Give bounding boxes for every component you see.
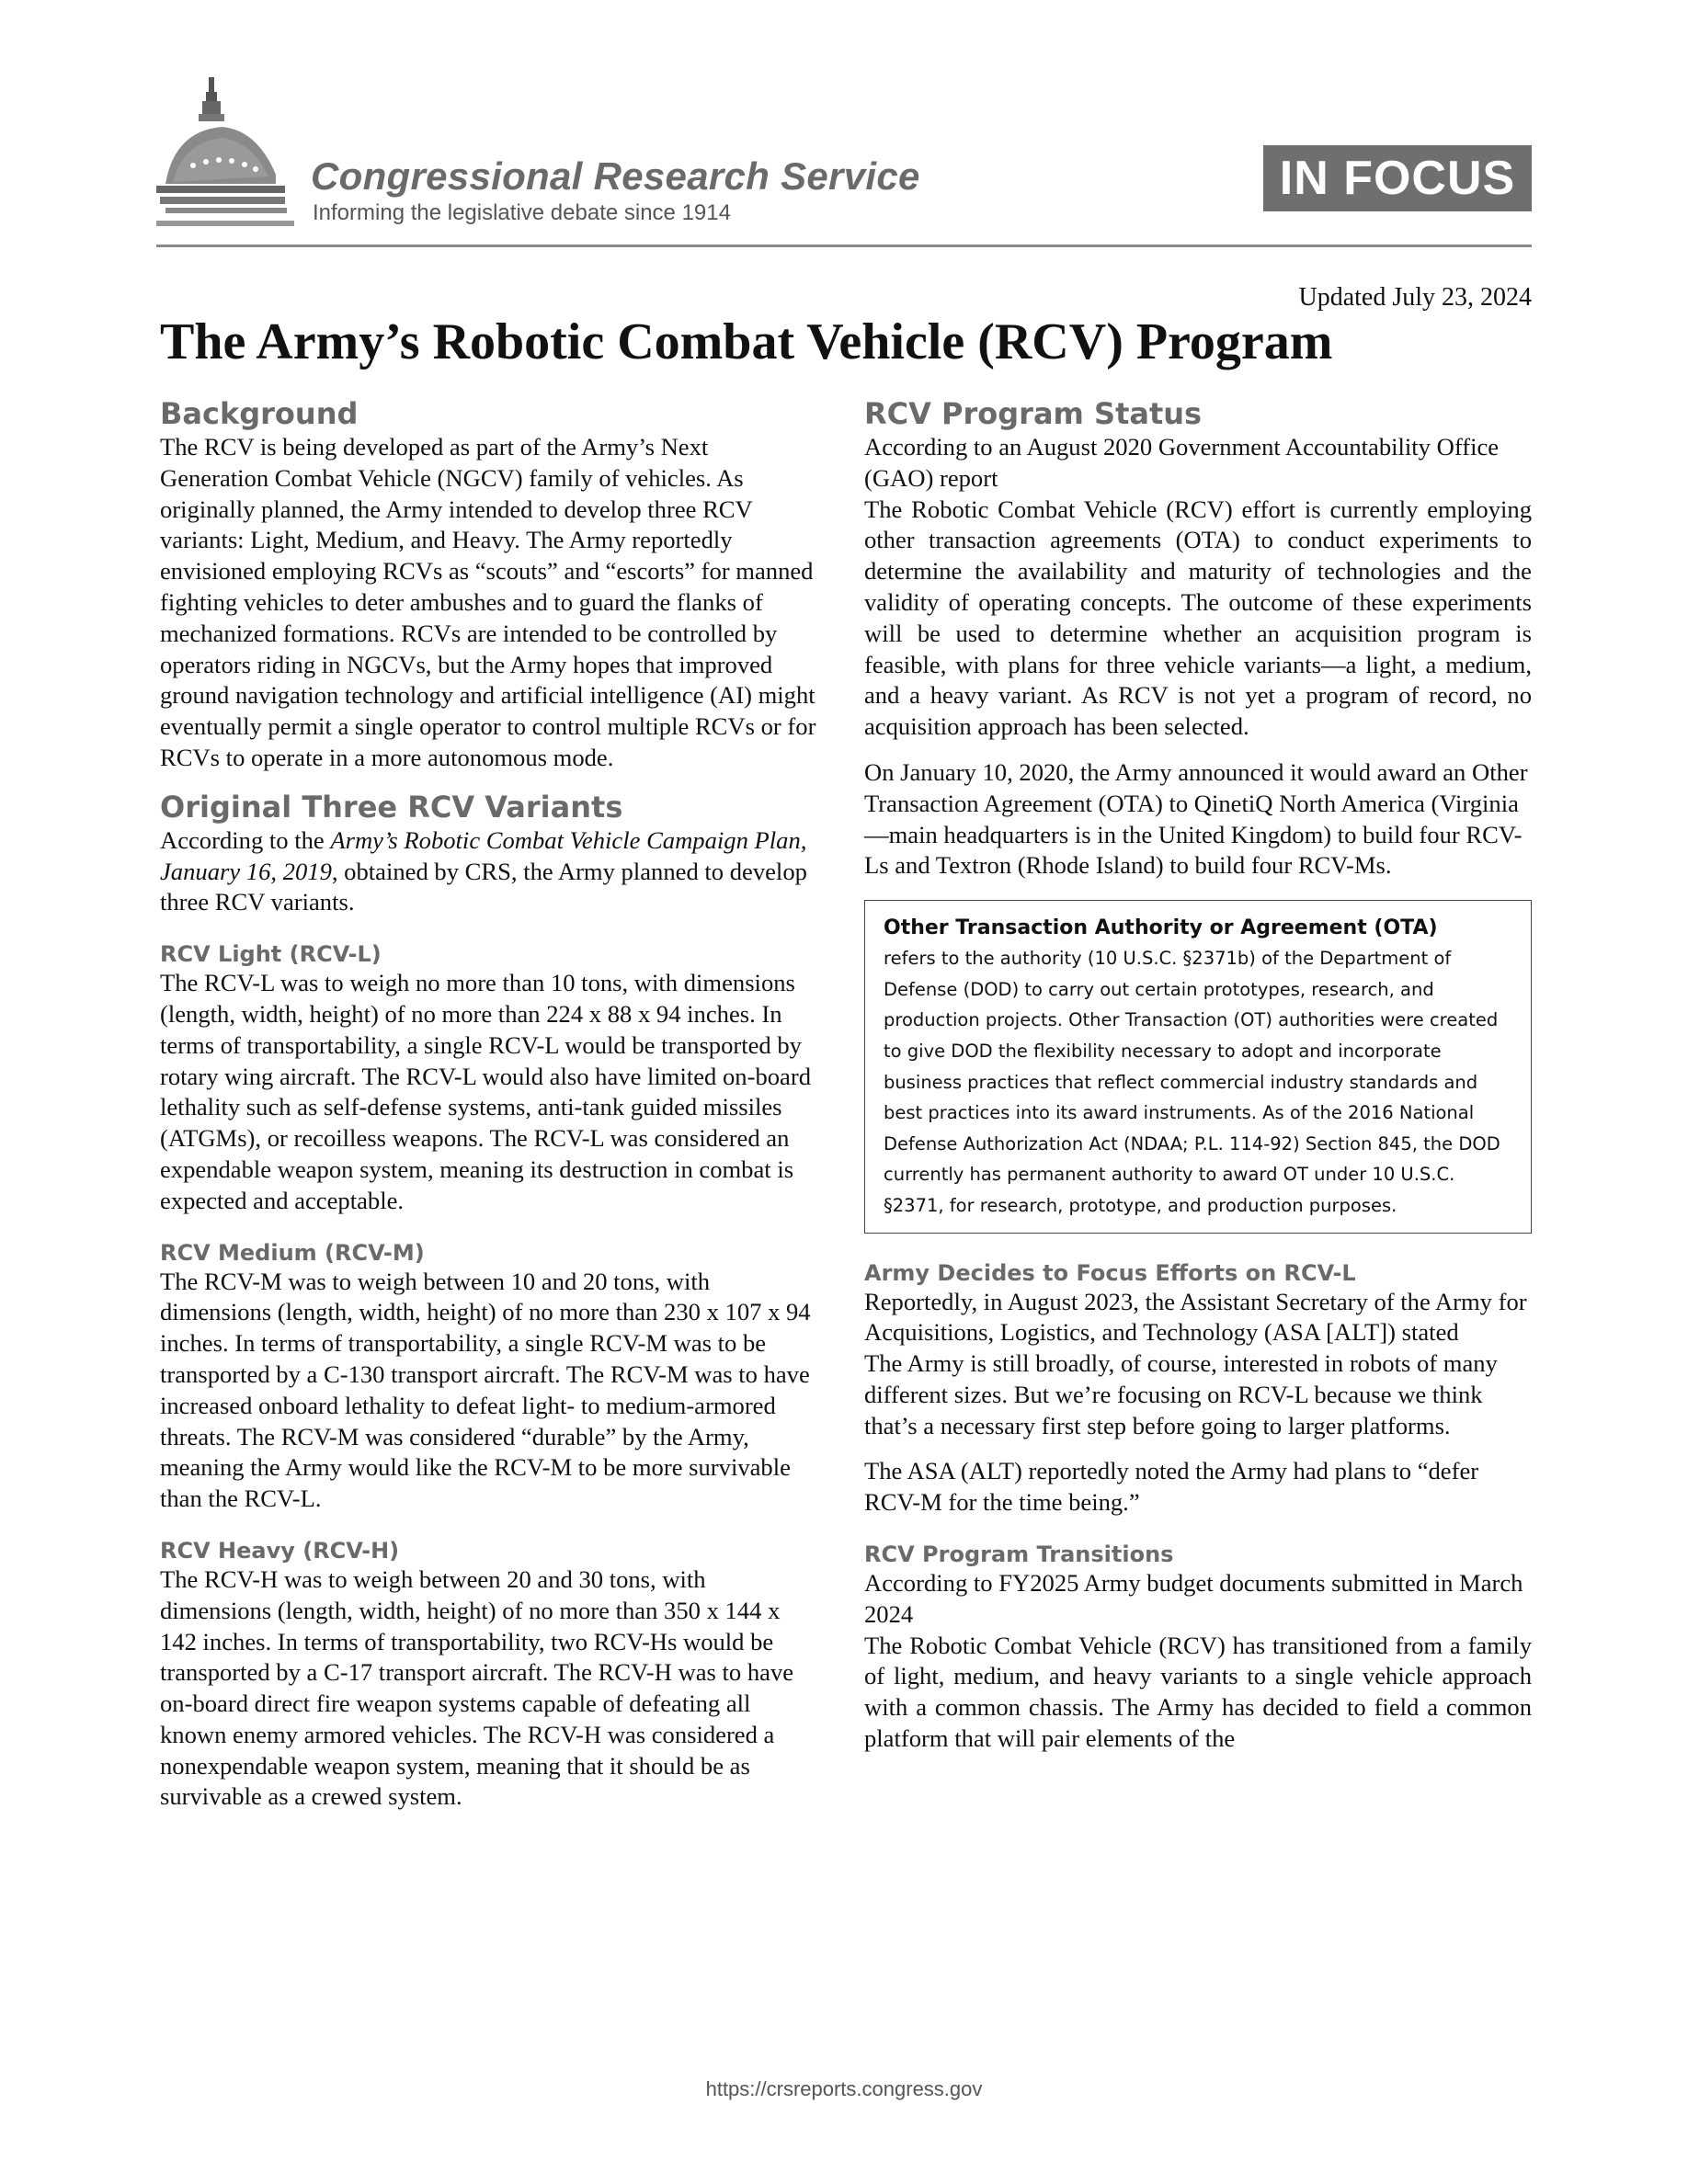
transitions-intro: According to FY2025 Army budget documents submitted in March 2024 — [864, 1569, 1523, 1628]
left-column — [160, 395, 818, 1813]
section-heading-status: RCV Program Status — [864, 396, 1203, 431]
org-name: Congressional Research Service — [311, 154, 920, 198]
campaign-plan-citation: Army’s Robotic Combat Vehicle Campaign Plan, January 16, 2019 — [160, 825, 807, 885]
updated-date: Updated July 23, 2024 — [1298, 283, 1532, 312]
ota-box-title: Other Transaction Authority or Agreement (OTA) — [884, 916, 1438, 940]
document-title: The Army’s Robotic Combat Vehicle (RCV) Program — [160, 313, 1333, 370]
gao-quote: The Robotic Combat Vehicle (RCV) effort is currently employing other transaction agreements (OTA) to conduct experiments to determine the availability and maturity of technologies and the validity of operating concepts. The outcome of these experiments will be used to determine whether an acquisition program is feasible, with plans for three vehicle variants—a light, a medium, and a heavy variant. As RCV is not yet a program of record, no acquisition approach has been selected. — [864, 495, 1532, 741]
budget-quote: The Robotic Combat Vehicle (RCV) has transitioned from a family of light, medium, and heavy variants to a single vehicle approach with a common chassis. The Army has decided to field a common platform that will pair elements of the — [864, 1631, 1532, 1753]
subheading-rcv-heavy: RCV Heavy (RCV-H) — [160, 1537, 400, 1564]
masthead — [156, 64, 1532, 248]
org-tagline: Informing the legislative debate since 1914 — [313, 200, 731, 225]
variants-intro — [160, 825, 818, 918]
subheading-focus-rcv-l: Army Decides to Focus Efforts on RCV-L — [864, 1259, 1356, 1286]
background-paragraph: The RCV is being developed as part of the Army’s Next Generation Combat Vehicle (NGCV) family of vehicles. As originally planned, the Army intended to develop three RCV variants: Light, Medium, and Heavy. The Army reportedly envisioned employing RCVs as “scouts” and “escorts” for manned fighting vehicles to deter ambushes and to guard the flanks of mechanized formations. RCVs are intended to be controlled by operators riding in NGCVs, but the Army hopes that improved ground navigation technology and artificial intelligence (AI) might eventually permit a single operator to control multiple RCVs or for RCVs to operate in a more autonomous mode. — [160, 433, 816, 771]
asa-alt-quote: The Army is still broadly, of course, interested in robots of many different sizes. But we’re focusing on RCV-L because we think that’s a necessary first step before going to larger platforms. — [864, 1349, 1498, 1439]
in-focus-badge: IN FOCUS — [1263, 145, 1532, 211]
subheading-rcv-light: RCV Light (RCV-L) — [160, 941, 382, 968]
section-heading-variants: Original Three RCV Variants — [160, 789, 623, 825]
section-heading-background: Background — [160, 396, 359, 431]
crs-logo[interactable] — [156, 64, 920, 239]
capitol-dome-icon — [156, 74, 303, 239]
ota-award-paragraph: On January 10, 2020, the Army announced it would award an Other Transaction Agreement (OTA) to QinetiQ North America (Virginia—main headquarters is in the United Kingdom) to build four RCV-Ls and Textron (Rhode Island) to build four RCV-Ms. — [864, 757, 1528, 880]
ota-box-text: refers to the authority (10 U.S.C. §2371b) of the Department of Defense (DOD) to carry out certain prototypes, research, and production projects. Other Transaction (OT) authorities were created to give DOD the flexibility necessary to adopt and incorporate business practices that reflect commercial industry standards and best practices into its award instruments. As of the 2016 National Defense Authorization Act (NDAA; P.L. 114-92) Section 845, the DOD currently has permanent authority to award OT under 10 U.S.C. §2371, for research, prototype, and production purposes. — [884, 948, 1500, 1216]
rcv-medium-paragraph: The RCV-M was to weigh between 10 and 20 tons, with dimensions (length, width, height) of no more than 230 x 107 x 94 inches. In terms of transportability, a single RCV-M was to be transported by a C-130 transport aircraft. The RCV-M was to have increased onboard lethality to defeat light- to medium-armored threats. The RCV-M was considered “durable” by the Army, meaning the Army would like the RCV-M to be more survivable than the RCV-L. — [160, 1267, 811, 1513]
status-intro: According to an August 2020 Government Accountability Office (GAO) report — [864, 433, 1500, 492]
subheading-rcv-medium: RCV Medium (RCV-M) — [160, 1239, 425, 1266]
rcv-heavy-paragraph: The RCV-H was to weigh between 20 and 30 tons, with dimensions (length, width, height) of no more than 350 x 144 x 142 inches. In terms of transportability, two RCV-Hs would be transported by a C-17 transport aircraft. The RCV-H was to have on-board direct fire weapon systems capable of defeating all known enemy armored vehicles. The RCV-H was considered a nonexpendable weapon system, meaning that it should be as survivable as a crewed system. — [160, 1564, 794, 1811]
focus-intro: Reportedly, in August 2023, the Assistant Secretary of the Army for Acquisitions, Logistics, and Technology (ASA [ALT]) stated — [864, 1287, 1527, 1347]
subheading-program-transitions: RCV Program Transitions — [864, 1541, 1174, 1568]
right-column — [864, 395, 1532, 1755]
variants-intro-pre: According to the — [160, 825, 331, 854]
variants-intro-post: , obtained by CRS, the Army planned to develop three RCV variants. — [160, 857, 807, 916]
rcv-light-paragraph: The RCV-L was to weigh no more than 10 tons, with dimensions (length, width, height) of no more than 224 x 88 x 94 inches. In terms of transportability, a single RCV-L would be transported by rotary wing aircraft. The RCV-L would also have limited on-board lethality such as self-defense systems, anti-tank guided missiles (ATGMs), or recoilless weapons. The RCV-L was considered an expendable weapon system, meaning its destruction in combat is expected and acceptable. — [160, 969, 812, 1214]
ota-definition-box — [864, 900, 1532, 1233]
header-rule — [156, 245, 1532, 247]
defer-rcv-m-paragraph: The ASA (ALT) reportedly noted the Army had plans to “defer RCV-M for the time being.” — [864, 1457, 1479, 1517]
footer-url-link[interactable]: https://crsreports.congress.gov — [705, 2077, 983, 2100]
